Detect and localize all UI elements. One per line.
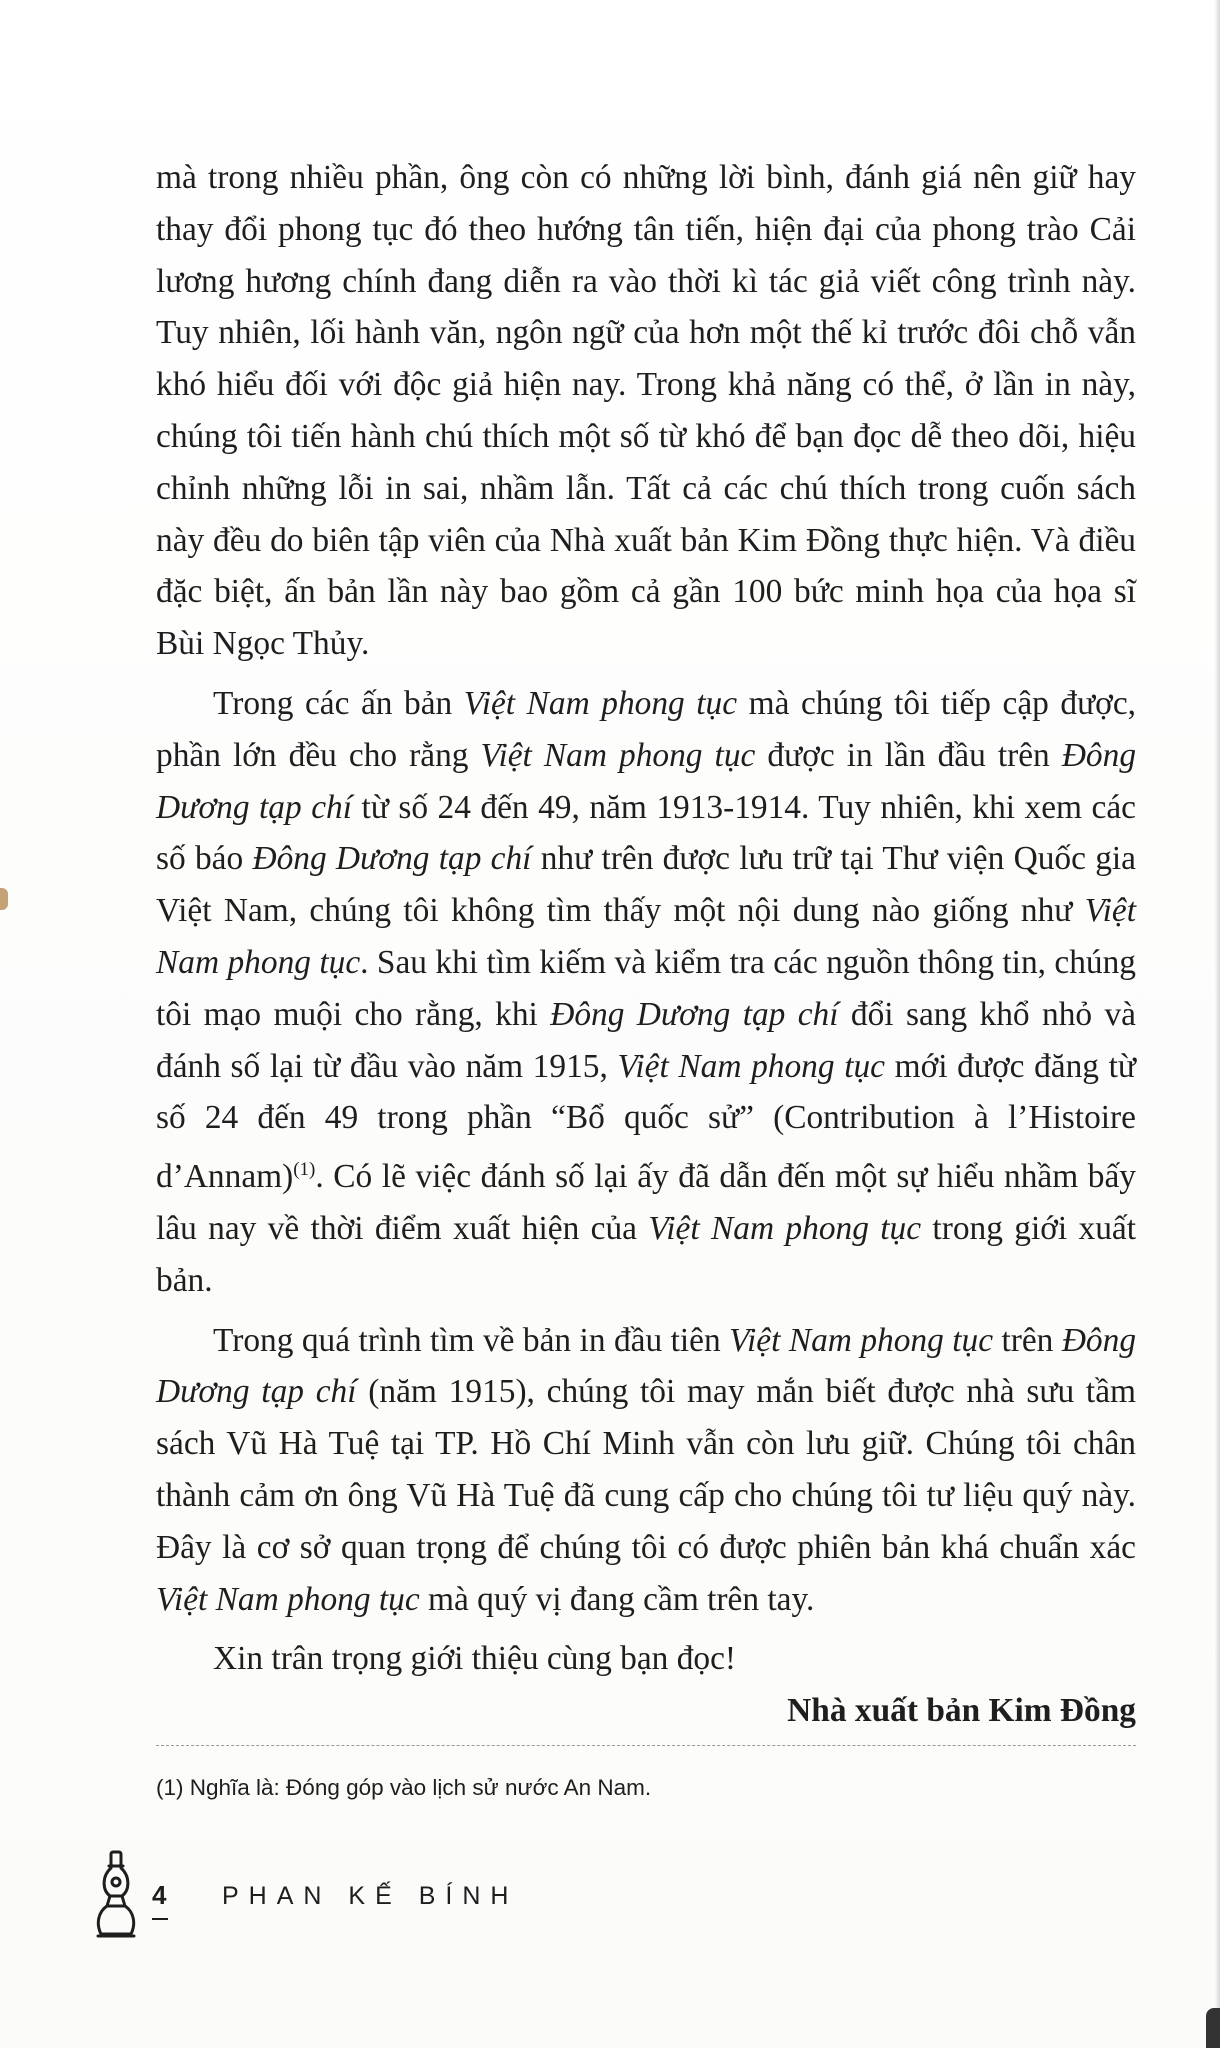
running-head: PHAN KẾ BÍNH xyxy=(222,1882,519,1910)
page-number-underline xyxy=(152,1918,168,1920)
footnote-divider xyxy=(156,1745,1136,1746)
page-corner-mark xyxy=(1206,2008,1220,2048)
lamp-icon xyxy=(92,1850,140,1940)
footnote-reference: (1) xyxy=(293,1159,316,1181)
page-edge-shadow xyxy=(1214,0,1220,2048)
paragraph-1: mà trong nhiều phần, ông còn có những lời bình, đánh giá nên giữ hay thay đổi phong tục đó theo hướng tân tiến, hiện đại của phong trào Cải lương hương chính đang diễn ra vào thời kì tác giả viết công trình này. Tuy nhiên, lối hành văn, ngôn ngữ của hơn một thế kỉ trước đôi chỗ vẫn khó hiểu đối với độc giả hiện nay. Trong khả năng có thể, ở lần in này, chúng tôi tiến hành chú thích một số từ khó để bạn đọc dễ theo dõi, hiệu chỉnh những lỗi in sai, nhầm lẫn. Tất cả các chú thích trong cuốn sách này đều do biên tập viên của Nhà xuất bản Kim Đồng thực hiện. Và điều đặc biệt, ấn bản lần này bao gồm cả gần 100 bức minh họa của họa sĩ Bùi Ngọc Thủy. xyxy=(156,159,1136,663)
page-number: 4 xyxy=(152,1880,167,1910)
paragraph-3: Trong quá trình tìm về bản in đầu tiên Việt Nam phong tục trên Đông Dương tạp chí (năm 1915), chúng tôi may mắn biết được nhà sưu tầm sách Vũ Hà Tuệ tại TP. Hồ Chí Minh vẫn còn lưu giữ. Chúng tôi chân thành cảm ơn ông Vũ Hà Tuệ đã cung cấp cho chúng tôi tư liệu quý này. Đây là cơ sở quan trọng để chúng tôi có được phiên bản khá chuẩn xác Việt Nam phong tục mà quý vị đang cầm trên tay. xyxy=(156,1321,1137,1618)
paragraph-2: Trong các ấn bản Việt Nam phong tục mà chúng tôi tiếp cập được, phần lớn đều cho rằng Việt Nam phong tục được in lần đầu trên Đông Dương tạp chí từ số 24 đến 49, năm 1913-1914. Tuy nhiên, khi xem các số báo Đông Dương tạp chí như trên được lưu trữ tại Thư viện Quốc gia Việt Nam, chúng tôi không tìm thấy một nội dung nào giống như Việt Nam phong tục. Sau khi tìm kiếm và kiểm tra các nguồn thông tin, chúng tôi mạo muội cho rằng, khi Đông Dương tạp chí đổi sang khổ nhỏ và đánh số lại từ đầu vào năm 1915, Việt Nam phong tục mới được đăng từ số 24 đến 49 trong phần “Bổ quốc sử” (Contribution à l’Histoire d’Annam)$^{(1)}$. Có lẽ việc đánh số lại ấy đã dẫn đến một sự hiểu nhầm bấy lâu nay về thời điểm xuất hiện của Việt Nam phong tục trong giới xuất bản. xyxy=(156,684,1137,1299)
page-footer xyxy=(92,1850,692,1940)
footnote: (1) Nghĩa là: Đóng góp vào lịch sử nước An Nam. xyxy=(156,1775,652,1800)
page-edge-mark xyxy=(0,888,8,910)
publisher-signature: Nhà xuất bản Kim Đồng xyxy=(787,1692,1136,1730)
body-text xyxy=(156,152,1136,1737)
closing-line: Xin trân trọng giới thiệu cùng bạn đọc! xyxy=(213,1640,737,1678)
